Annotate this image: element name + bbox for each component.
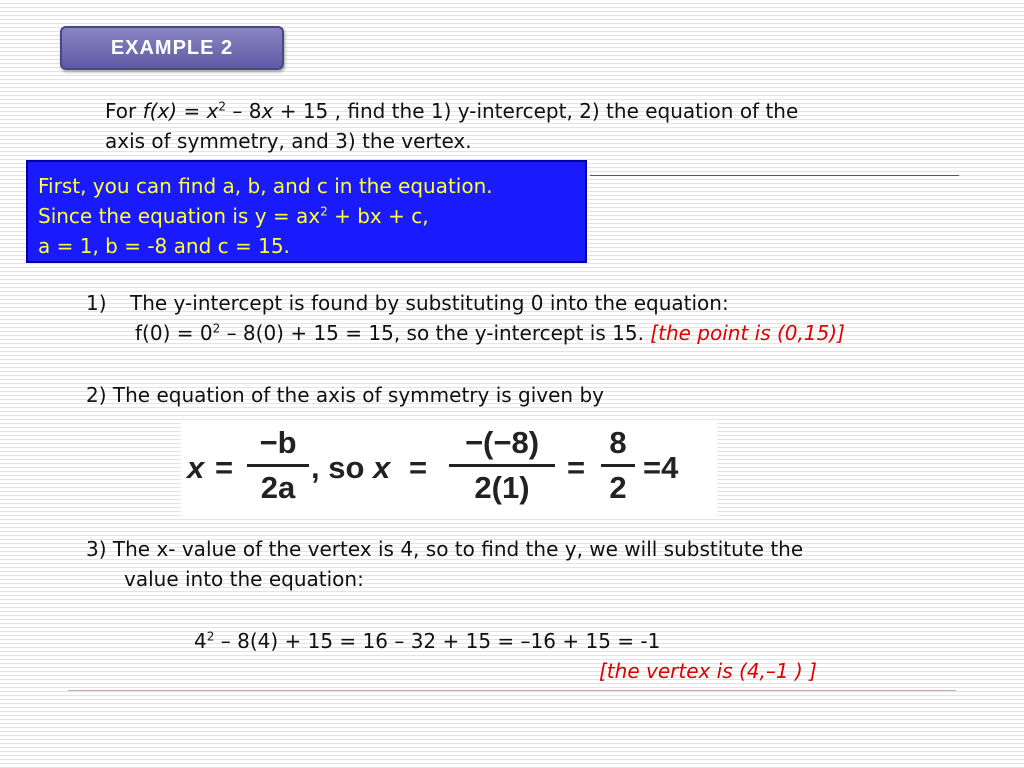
formula-fraction-2 bbox=[449, 426, 555, 505]
fraction-bar-3 bbox=[601, 464, 635, 467]
note-line-3: a = 1, b = -8 and c = 15. bbox=[38, 234, 290, 258]
step3-vertex: [the vertex is (4,–1 ) ] bbox=[599, 659, 817, 683]
problem-x2: x bbox=[261, 99, 274, 123]
bottom-divider-line bbox=[68, 690, 956, 691]
step3-exponent: 2 bbox=[206, 629, 215, 644]
formula-num-2: −(−8) bbox=[464, 425, 540, 460]
step1-calculation bbox=[135, 318, 845, 348]
step1-exponent: 2 bbox=[212, 321, 221, 336]
problem-for: For bbox=[105, 99, 143, 123]
note-line-1: First, you can find a, b, and c in the equation. bbox=[38, 174, 493, 198]
step1-text: The y-intercept is found by substituting 0 into the equation: bbox=[130, 291, 729, 315]
problem-exponent: 2 bbox=[218, 99, 227, 114]
fraction-bar-2 bbox=[449, 464, 555, 467]
step1-calc-a: f(0) = 0 bbox=[135, 321, 213, 345]
formula-den-2: 2(1) bbox=[474, 470, 530, 505]
formula-num-3: 8 bbox=[609, 425, 627, 460]
step3-line-2: value into the equation: bbox=[124, 567, 364, 591]
problem-x: x bbox=[206, 99, 219, 123]
note-exponent: 2 bbox=[320, 204, 328, 219]
formula-equals-1: = bbox=[215, 450, 234, 485]
note-line-2b: + bx + c, bbox=[327, 204, 429, 228]
step3-line-1: 3) The x- value of the vertex is 4, so to find the y, we will substitute the bbox=[86, 537, 804, 561]
problem-minus8: – 8 bbox=[226, 99, 262, 123]
step1-number: 1) bbox=[86, 291, 107, 315]
step2-text: 2) The equation of the axis of symmetry is given by bbox=[86, 383, 604, 407]
formula-x1: x bbox=[187, 450, 205, 485]
note-line-2a: Since the equation is y = ax bbox=[38, 204, 321, 228]
step1-point: [the point is (0,15)] bbox=[650, 321, 845, 345]
abc-note-box bbox=[26, 160, 587, 263]
formula-result: =4 bbox=[643, 450, 679, 485]
step3-calc-b: – 8(4) + 15 = 16 – 32 + 15 = –16 + 15 = -1 bbox=[214, 629, 661, 653]
formula-x2: x bbox=[373, 450, 391, 485]
formula-fraction-3 bbox=[601, 426, 635, 505]
formula-den-1: 2a bbox=[260, 470, 296, 505]
formula-so: , so bbox=[311, 450, 374, 485]
formula-equals-2: = bbox=[409, 450, 428, 485]
step1-calc-b: – 8(0) + 15 = 15, so the y-intercept is 15. bbox=[220, 321, 651, 345]
step3-calc-a: 4 bbox=[194, 629, 207, 653]
formula-den-3: 2 bbox=[609, 470, 627, 505]
top-divider-line bbox=[590, 175, 959, 176]
problem-fx: f(x) bbox=[142, 99, 178, 123]
formula-fraction-1 bbox=[247, 426, 309, 505]
slide-title-badge: EXAMPLE 2 bbox=[60, 26, 284, 70]
problem-eq: = bbox=[177, 99, 207, 123]
problem-rest: + 15 , find the 1) y-intercept, 2) the equation of the bbox=[273, 99, 799, 123]
formula-num-1: −b bbox=[259, 425, 297, 460]
note-line-2 bbox=[38, 201, 585, 231]
fraction-bar-1 bbox=[247, 464, 309, 467]
problem-line-1 bbox=[105, 96, 798, 126]
step3-calculation bbox=[194, 626, 660, 656]
axis-of-symmetry-formula bbox=[181, 420, 717, 518]
problem-line-2: axis of symmetry, and 3) the vertex. bbox=[105, 129, 472, 153]
formula-equals-3: = bbox=[567, 450, 586, 485]
